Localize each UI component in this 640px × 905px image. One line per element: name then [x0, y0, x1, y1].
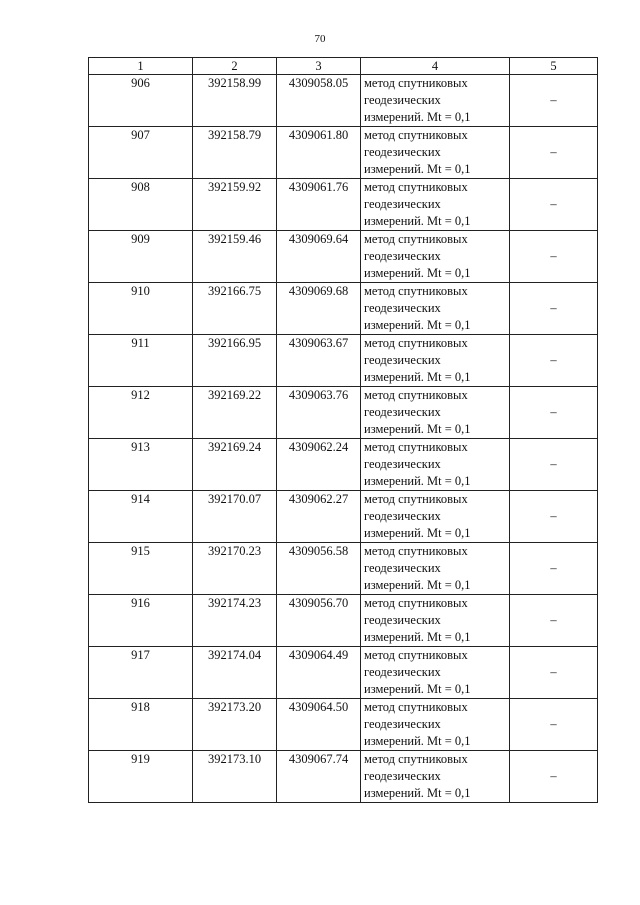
method-description-line: геодезических: [364, 197, 441, 211]
method-description-cell: [361, 543, 510, 595]
y-coordinate-cell: 4309069.64: [277, 231, 361, 283]
method-description-cell: [361, 699, 510, 751]
x-coordinate-cell: 392169.22: [193, 387, 277, 439]
method-description-line: измерений. Mt = 0,1: [364, 422, 471, 436]
column-5-cell: –: [510, 699, 598, 751]
column-5-cell: –: [510, 75, 598, 127]
method-description-line: метод спутниковых: [364, 336, 468, 350]
method-description-line: метод спутниковых: [364, 76, 468, 90]
method-description-cell: [361, 439, 510, 491]
y-coordinate-cell: 4309064.49: [277, 647, 361, 699]
point-number-cell: 907: [89, 127, 193, 179]
x-coordinate-cell: 392174.23: [193, 595, 277, 647]
point-number-cell: 913: [89, 439, 193, 491]
method-description-line: метод спутниковых: [364, 544, 468, 558]
x-coordinate-cell: 392159.46: [193, 231, 277, 283]
y-coordinate-cell: 4309062.27: [277, 491, 361, 543]
method-description-line: геодезических: [364, 509, 441, 523]
method-description-line: геодезических: [364, 301, 441, 315]
method-description-line: измерений. Mt = 0,1: [364, 734, 471, 748]
column-header-1: 1: [89, 58, 193, 75]
table-row: [89, 699, 598, 751]
table-row: [89, 335, 598, 387]
method-description-cell: [361, 75, 510, 127]
y-coordinate-cell: 4309064.50: [277, 699, 361, 751]
method-description-cell: [361, 231, 510, 283]
column-5-cell: –: [510, 439, 598, 491]
y-coordinate-cell: 4309063.76: [277, 387, 361, 439]
method-description-line: измерений. Mt = 0,1: [364, 630, 471, 644]
method-description-cell: [361, 491, 510, 543]
point-number-cell: 916: [89, 595, 193, 647]
x-coordinate-cell: 392169.24: [193, 439, 277, 491]
x-coordinate-cell: 392159.92: [193, 179, 277, 231]
x-coordinate-cell: 392158.79: [193, 127, 277, 179]
method-description-line: измерений. Mt = 0,1: [364, 578, 471, 592]
method-description-cell: [361, 387, 510, 439]
point-number-cell: 919: [89, 751, 193, 803]
x-coordinate-cell: 392170.23: [193, 543, 277, 595]
y-coordinate-cell: 4309056.58: [277, 543, 361, 595]
method-description-line: геодезических: [364, 561, 441, 575]
method-description-line: измерений. Mt = 0,1: [364, 214, 471, 228]
y-coordinate-cell: 4309069.68: [277, 283, 361, 335]
column-5-cell: –: [510, 387, 598, 439]
x-coordinate-cell: 392174.04: [193, 647, 277, 699]
column-5-cell: –: [510, 491, 598, 543]
method-description-line: измерений. Mt = 0,1: [364, 474, 471, 488]
column-5-cell: –: [510, 127, 598, 179]
method-description-line: геодезических: [364, 665, 441, 679]
column-5-cell: –: [510, 231, 598, 283]
x-coordinate-cell: 392158.99: [193, 75, 277, 127]
column-5-cell: –: [510, 595, 598, 647]
point-number-cell: 918: [89, 699, 193, 751]
method-description-line: измерений. Mt = 0,1: [364, 162, 471, 176]
point-number-cell: 917: [89, 647, 193, 699]
header-row: [89, 58, 598, 75]
table-row: [89, 491, 598, 543]
method-description-line: геодезических: [364, 145, 441, 159]
table-row: [89, 283, 598, 335]
table-body: [89, 75, 598, 803]
column-5-cell: –: [510, 335, 598, 387]
method-description-line: метод спутниковых: [364, 492, 468, 506]
point-number-cell: 910: [89, 283, 193, 335]
column-5-cell: –: [510, 647, 598, 699]
method-description-line: геодезических: [364, 613, 441, 627]
method-description-line: геодезических: [364, 457, 441, 471]
y-coordinate-cell: 4309056.70: [277, 595, 361, 647]
method-description-line: геодезических: [364, 93, 441, 107]
method-description-line: измерений. Mt = 0,1: [364, 266, 471, 280]
column-header-3: 3: [277, 58, 361, 75]
method-description-cell: [361, 751, 510, 803]
column-5-cell: –: [510, 543, 598, 595]
y-coordinate-cell: 4309062.24: [277, 439, 361, 491]
x-coordinate-cell: 392170.07: [193, 491, 277, 543]
x-coordinate-cell: 392166.95: [193, 335, 277, 387]
table-row: [89, 127, 598, 179]
table-row: [89, 543, 598, 595]
y-coordinate-cell: 4309063.67: [277, 335, 361, 387]
table-row: [89, 387, 598, 439]
x-coordinate-cell: 392166.75: [193, 283, 277, 335]
point-number-cell: 909: [89, 231, 193, 283]
method-description-line: измерений. Mt = 0,1: [364, 318, 471, 332]
method-description-line: геодезических: [364, 249, 441, 263]
method-description-line: измерений. Mt = 0,1: [364, 526, 471, 540]
y-coordinate-cell: 4309061.76: [277, 179, 361, 231]
table-row: [89, 231, 598, 283]
method-description-cell: [361, 335, 510, 387]
coordinates-table: [88, 57, 598, 803]
method-description-line: метод спутниковых: [364, 648, 468, 662]
table-row: [89, 647, 598, 699]
method-description-cell: [361, 283, 510, 335]
method-description-line: измерений. Mt = 0,1: [364, 786, 471, 800]
y-coordinate-cell: 4309067.74: [277, 751, 361, 803]
method-description-cell: [361, 179, 510, 231]
column-5-cell: –: [510, 179, 598, 231]
method-description-line: метод спутниковых: [364, 440, 468, 454]
table-row: [89, 179, 598, 231]
point-number-cell: 914: [89, 491, 193, 543]
table-row: [89, 439, 598, 491]
table-row: [89, 595, 598, 647]
y-coordinate-cell: 4309058.05: [277, 75, 361, 127]
point-number-cell: 911: [89, 335, 193, 387]
method-description-line: метод спутниковых: [364, 700, 468, 714]
x-coordinate-cell: 392173.20: [193, 699, 277, 751]
method-description-line: метод спутниковых: [364, 284, 468, 298]
method-description-cell: [361, 595, 510, 647]
method-description-line: измерений. Mt = 0,1: [364, 682, 471, 696]
method-description-line: геодезических: [364, 769, 441, 783]
method-description-line: метод спутниковых: [364, 596, 468, 610]
method-description-cell: [361, 127, 510, 179]
column-5-cell: –: [510, 283, 598, 335]
point-number-cell: 908: [89, 179, 193, 231]
table-row: [89, 75, 598, 127]
method-description-line: метод спутниковых: [364, 180, 468, 194]
table-header: [89, 58, 598, 75]
method-description-line: измерений. Mt = 0,1: [364, 110, 471, 124]
column-header-4: 4: [361, 58, 510, 75]
method-description-line: метод спутниковых: [364, 128, 468, 142]
x-coordinate-cell: 392173.10: [193, 751, 277, 803]
method-description-line: метод спутниковых: [364, 388, 468, 402]
method-description-line: геодезических: [364, 717, 441, 731]
method-description-line: метод спутниковых: [364, 232, 468, 246]
column-5-cell: –: [510, 751, 598, 803]
column-header-2: 2: [193, 58, 277, 75]
method-description-line: геодезических: [364, 353, 441, 367]
point-number-cell: 906: [89, 75, 193, 127]
method-description-line: измерений. Mt = 0,1: [364, 370, 471, 384]
column-header-5: 5: [510, 58, 598, 75]
point-number-cell: 915: [89, 543, 193, 595]
y-coordinate-cell: 4309061.80: [277, 127, 361, 179]
method-description-line: метод спутниковых: [364, 752, 468, 766]
method-description-line: геодезических: [364, 405, 441, 419]
page-number: 70: [314, 33, 326, 45]
table-row: [89, 751, 598, 803]
point-number-cell: 912: [89, 387, 193, 439]
method-description-cell: [361, 647, 510, 699]
